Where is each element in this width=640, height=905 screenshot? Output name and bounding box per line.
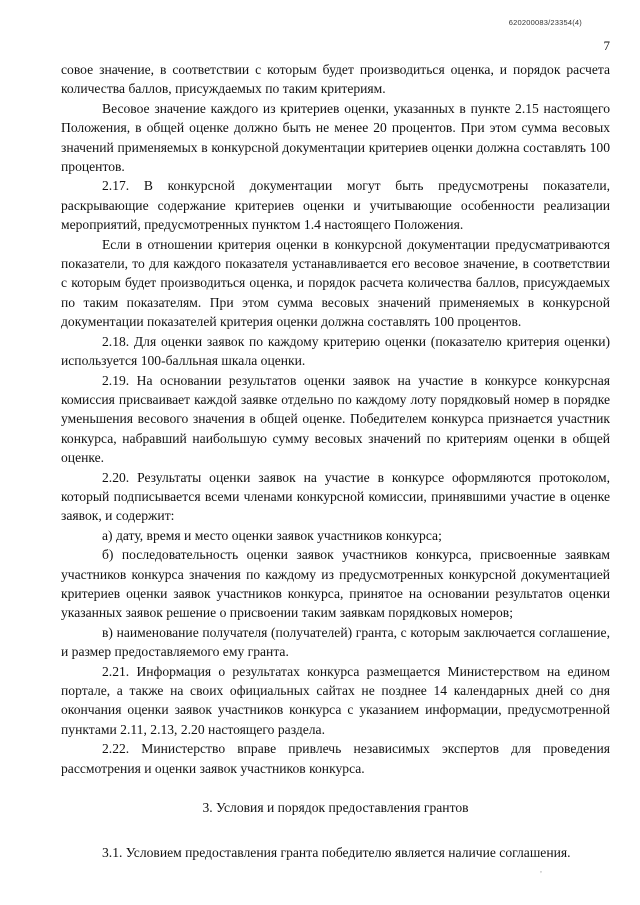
paragraph: Весовое значение каждого из критериев оценки, указанных в пункте 2.15 настоящего Положения, в общей оценке должно быть не менее 20 процентов. При этом сумма весовых значений применяемых в конкурсной документации критериев оценки должна составлять 100 процентов. [61, 100, 610, 175]
paragraph: 2.18. Для оценки заявок по каждому критерию оценки (показателю критерия оценки) используется 100-балльная шкала оценки. [61, 333, 610, 369]
list-item: а) дату, время и место оценки заявок участников конкурса; [102, 527, 442, 543]
scan-mark: , [540, 865, 542, 874]
paragraph: 2.17. В конкурсной документации могут быть предусмотрены показатели, раскрывающие содержание критериев оценки и учитывающие особенности реализации мероприятий, предусмотренных пунктом 1.4 настоящего Положения. [61, 178, 610, 233]
paragraph: 2.21. Информация о результатах конкурса размещается Министерством на едином портале, а также на своих официальных сайтах не позднее 14 календарных дней со дня окончания оценки заявок участников конкурса с указанием информации, предусмотренной пунктами 2.11, 2.13, 2.20 настоящего раздела. [61, 663, 610, 737]
paragraph: совое значение, в соответствии с которым будет производиться оценка, и порядок расчета количества баллов, присуждаемых по таким критериям. [61, 62, 610, 97]
paragraph: 2.22. Министерство вправе привлечь независимых экспертов для проведения рассмотрения и оценки заявок участников конкурса. [61, 741, 610, 776]
list-item: б) последовательность оценки заявок участников конкурса, присвоенные заявкам участников конкурса значения по каждому из предусмотренных конкурсной документацией критериев оценки заявок участников конкурса, принятое на основании результатов оценки указанных заявок решение о присвоении таким заявкам порядковых номеров; [61, 547, 610, 621]
document-code: 620200083/23354(4) [508, 18, 582, 27]
paragraph: Если в отношении критерия оценки в конкурсной документации предусматриваются показатели, то для каждого показателя устанавливается его весовое значение, в соответствии с которым будет производиться оценка, и порядок расчета количества баллов, присуждаемых по таким показателям. При этом сумма весовых значений применяемых в конкурсной документации показателей критерия оценки должна составлять 100 процентов. [61, 236, 610, 330]
paragraph: 3.1. Условием предоставления гранта победителю является наличие соглашения. [102, 845, 571, 861]
document-body [61, 60, 610, 863]
paragraph: 2.19. На основании результатов оценки заявок на участие в конкурсе конкурсная комиссия присваивает каждой заявке отдельно по каждому лоту порядковый номер в порядке уменьшения весового значения в общей оценке. Победителем конкурса признается участник конкурса, набравший наибольшую сумму весовых значений по критериям оценки в общей оценке. [61, 372, 610, 466]
paragraph: 2.20. Результаты оценки заявок на участие в конкурсе оформляются протоколом, который подписывается всеми членами конкурсной комиссии, принявшими участие в оценке заявок, и содержит: [61, 469, 610, 524]
list-item: в) наименование получателя (получателей) гранта, с которым заключается соглашение, и размер предоставляемого ему гранта. [61, 624, 610, 660]
page-number: 7 [603, 38, 610, 53]
section-heading: 3. Условия и порядок предоставления грантов [202, 800, 469, 816]
